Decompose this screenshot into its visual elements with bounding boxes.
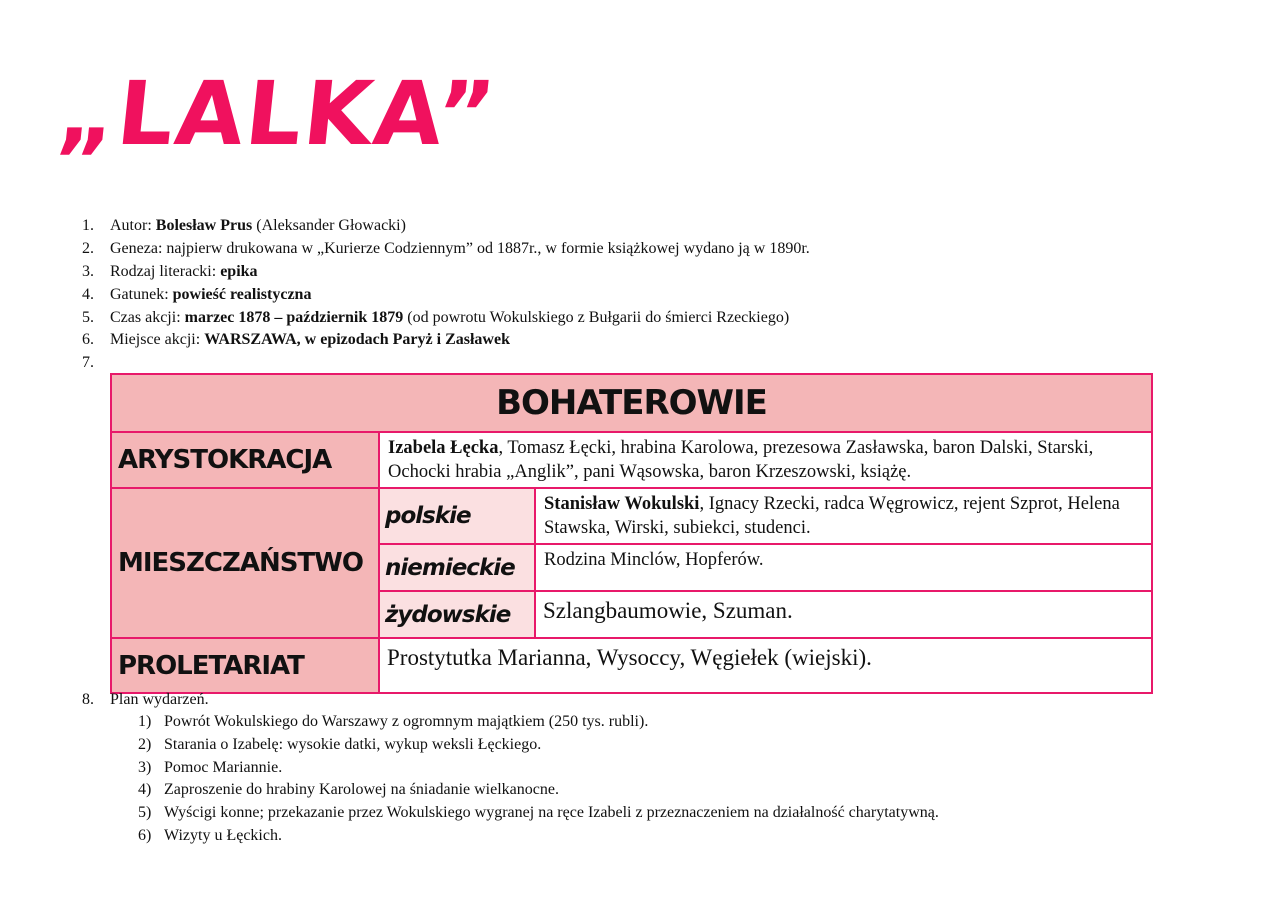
info-item-genesis: 2. Geneza: najpierw drukowana w „Kurierze Codziennym” od 1887r., w formie książkowej wydano ją w 1890r. xyxy=(82,240,810,257)
proletariat-characters: Prostytutka Marianna, Wysoccy, Węgiełek (wiejski). xyxy=(379,638,1152,693)
heroes-header: BOHATEROWIE xyxy=(111,374,1152,432)
info-item-place: 6. Miejsce akcji: WARSZAWA, w epizodach Paryż i Zasławek xyxy=(82,331,510,348)
subcategory-jewish: żydowskie xyxy=(379,591,535,638)
info-item-author: 1. Autor: Bolesław Prus (Aleksander Głowacki) xyxy=(82,217,406,234)
plan-item: 3) Pomoc Mariannie. xyxy=(138,759,283,776)
category-bourgeoisie: MIESZCZAŃSTWO xyxy=(111,488,379,638)
polish-characters: Stanisław Wokulski, Ignacy Rzecki, radca Węgrowicz, rejent Szprot, Helena Stawska, Wirski, subiekci, studenci. xyxy=(535,488,1152,544)
plan-item: 1) Powrót Wokulskiego do Warszawy z ogromnym majątkiem (250 tys. rubli). xyxy=(138,713,649,730)
info-item-genre-kind: 3. Rodzaj literacki: epika xyxy=(82,263,258,280)
info-item-heroes: 7. xyxy=(82,354,94,371)
plan-heading: 8. Plan wydarzeń. xyxy=(82,691,209,708)
category-aristocracy: ARYSTOKRACJA xyxy=(111,432,379,488)
plan-item: 5) Wyścigi konne; przekazanie przez Wokulskiego wygranej na ręce Izabeli z przeznaczeniem na działalność charytatywną. xyxy=(138,804,939,821)
heroes-table xyxy=(110,373,1153,694)
plan-item: 4) Zaproszenie do hrabiny Karolowej na śniadanie wielkanocne. xyxy=(138,781,559,798)
german-characters: Rodzina Minclów, Hopferów. xyxy=(535,544,1152,591)
plan-item: 2) Starania o Izabelę: wysokie datki, wykup weksli Łęckiego. xyxy=(138,736,542,753)
plan-item: 6) Wizyty u Łęckich. xyxy=(138,827,282,844)
category-proletariat: PROLETARIAT xyxy=(111,638,379,693)
subcategory-german: niemieckie xyxy=(379,544,535,591)
jewish-characters: Szlangbaumowie, Szuman. xyxy=(535,591,1152,638)
info-item-time: 5. Czas akcji: marzec 1878 – październik 1879 (od powrotu Wokulskiego z Bułgarii do śmierci Rzeckiego) xyxy=(82,309,790,326)
aristocracy-characters: Izabela Łęcka, Tomasz Łęcki, hrabina Karolowa, prezesowa Zasławska, baron Dalski, Starski, Ochocki hrabia „Anglik”, pani Wąsowska, baron Krzeszowski, książę. xyxy=(379,432,1152,488)
info-item-genre: 4. Gatunek: powieść realistyczna xyxy=(82,286,312,303)
page-title: „LALKA” xyxy=(52,62,502,165)
subcategory-polish: polskie xyxy=(379,488,535,544)
